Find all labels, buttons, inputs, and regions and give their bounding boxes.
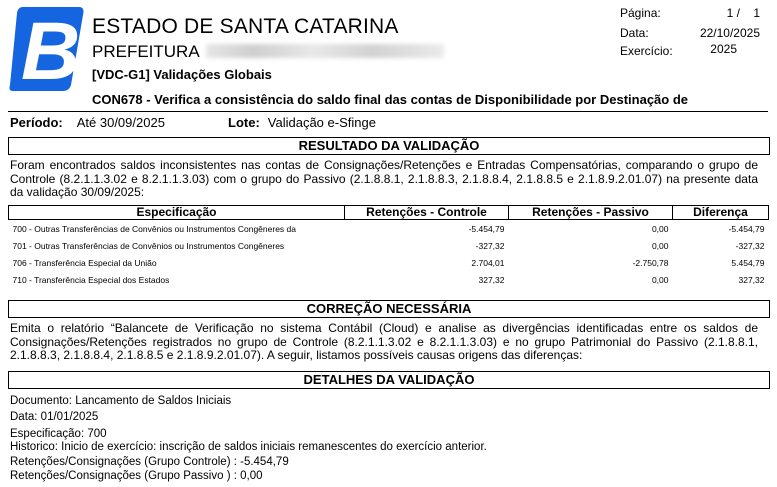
periodo-label: Período: bbox=[10, 115, 63, 130]
pagina-value: 1 / 1 bbox=[726, 6, 760, 20]
cell-especificacao: 700 - Outras Transferências de Convênios ou Instrumentos Congêneres da bbox=[12, 223, 296, 234]
data-label: Data: bbox=[620, 26, 649, 40]
pagina-label: Página: bbox=[620, 6, 661, 20]
detail-data: Data: 01/01/2025 bbox=[10, 411, 99, 423]
section-detalhes: DETALHES DA VALIDAÇÃO bbox=[8, 371, 770, 389]
table-row bbox=[9, 254, 769, 271]
cell-especificacao: 710 - Transferência Especial dos Estados bbox=[12, 274, 170, 285]
cell-passivo: -2.750,78 bbox=[632, 257, 669, 268]
lote-value: Validação e-Sfinge bbox=[267, 115, 376, 130]
periodo-value: Até 30/09/2025 bbox=[76, 115, 165, 130]
detail-historico: Historico: Inicio de exercício: inscrição de saldos iniciais remanescentes do exercício anterior. bbox=[10, 441, 487, 453]
col-especificacao: Especificação bbox=[9, 206, 345, 220]
redacted-name bbox=[206, 44, 444, 58]
detail-documento: Documento: Lancamento de Saldos Iniciais bbox=[10, 395, 232, 407]
cell-controle: -327,32 bbox=[475, 240, 505, 251]
cell-diferenca: 327,32 bbox=[738, 274, 765, 285]
results-table bbox=[8, 205, 769, 288]
cell-especificacao: 706 - Transferência Especial da União bbox=[12, 257, 157, 268]
table-row bbox=[9, 220, 769, 238]
cell-especificacao: 701 - Outras Transferências de Convênios ou Instrumentos Congêneres bbox=[12, 240, 285, 251]
logo bbox=[9, 3, 85, 93]
table-header bbox=[9, 206, 769, 220]
detail-especificacao: Especificação: 700 bbox=[10, 428, 107, 440]
detail-controle: Retenções/Consignações (Grupo Controle) : -5.454,79 bbox=[10, 456, 289, 468]
exercicio-label: Exercício: bbox=[620, 44, 673, 58]
logo-letter: B bbox=[21, 6, 81, 93]
section-resultado: RESULTADO DA VALIDAÇÃO bbox=[8, 137, 770, 155]
cell-controle: -5.454,79 bbox=[468, 223, 505, 234]
cell-passivo: 0,00 bbox=[651, 274, 669, 285]
col-controle: Retenções - Controle bbox=[345, 206, 509, 220]
table-row bbox=[9, 237, 769, 254]
cell-passivo: 0,00 bbox=[651, 240, 669, 251]
check-title: CON678 - Verifica a consistência do saldo final das contas de Disponibilidade por Destinação de bbox=[92, 92, 689, 107]
data-value: 22/10/2025 bbox=[699, 26, 760, 40]
divider bbox=[8, 111, 768, 112]
correcao-text: Emita o relatório “Balancete de Verificação no sistema Contábil (Cloud) e analise as divergências identificadas entre os saldos de Consignações/Retenções registrados no grupo de Controle (8.2.1.1.3.02 e 8.2.1.1.3.03) e no grupo Patrimonial do Passivo (2.1.8.8.1, 2.1.8.8.3, 2.1.8.8.4, 2.1.8.8.5 e 2.1.8.9.2.01.07). A seguir, listamos possíveis causas origens das diferenças: bbox=[10, 321, 758, 362]
col-diferenca: Diferença bbox=[673, 206, 769, 220]
prefeitura-line bbox=[92, 42, 444, 62]
periodo bbox=[10, 115, 165, 130]
module-title: [VDC-G1] Validações Globais bbox=[92, 67, 272, 82]
section-correcao: CORREÇÃO NECESSÁRIA bbox=[8, 300, 770, 318]
cell-diferenca: -5.454,79 bbox=[728, 223, 765, 234]
cell-controle: 327,32 bbox=[478, 274, 505, 285]
col-passivo: Retenções - Passivo bbox=[509, 206, 673, 220]
prefeitura-label: PREFEITURA bbox=[92, 42, 200, 61]
cell-diferenca: 5.454,79 bbox=[731, 257, 765, 268]
lote-label: Lote: bbox=[228, 115, 260, 130]
cell-controle: 2.704,01 bbox=[471, 257, 505, 268]
resultado-text: Foram encontrados saldos inconsistentes nas contas de Consignações/Retenções e Entradas Compensatórias, comparando o grupo de Controle (8.2.1.1.3.02 e 8.2.1.1.3.03) com o grupo do Passivo (2.1.8.8.1, 2.1.8.8.3, 2.1.8.8.4, 2.1.8.8.5 e 2.1.8.9.2.01.07) na presente data da validação 30/09/2025: bbox=[10, 158, 758, 199]
lote bbox=[228, 115, 376, 130]
state-title: ESTADO DE SANTA CATARINA bbox=[92, 15, 399, 38]
exercicio-value: 2025 bbox=[710, 42, 737, 56]
cell-diferenca: -327,32 bbox=[735, 240, 765, 251]
table-row bbox=[9, 271, 769, 288]
cell-passivo: 0,00 bbox=[651, 223, 669, 234]
detail-passivo: Retenções/Consignações (Grupo Passivo ) : 0,00 bbox=[10, 470, 263, 482]
